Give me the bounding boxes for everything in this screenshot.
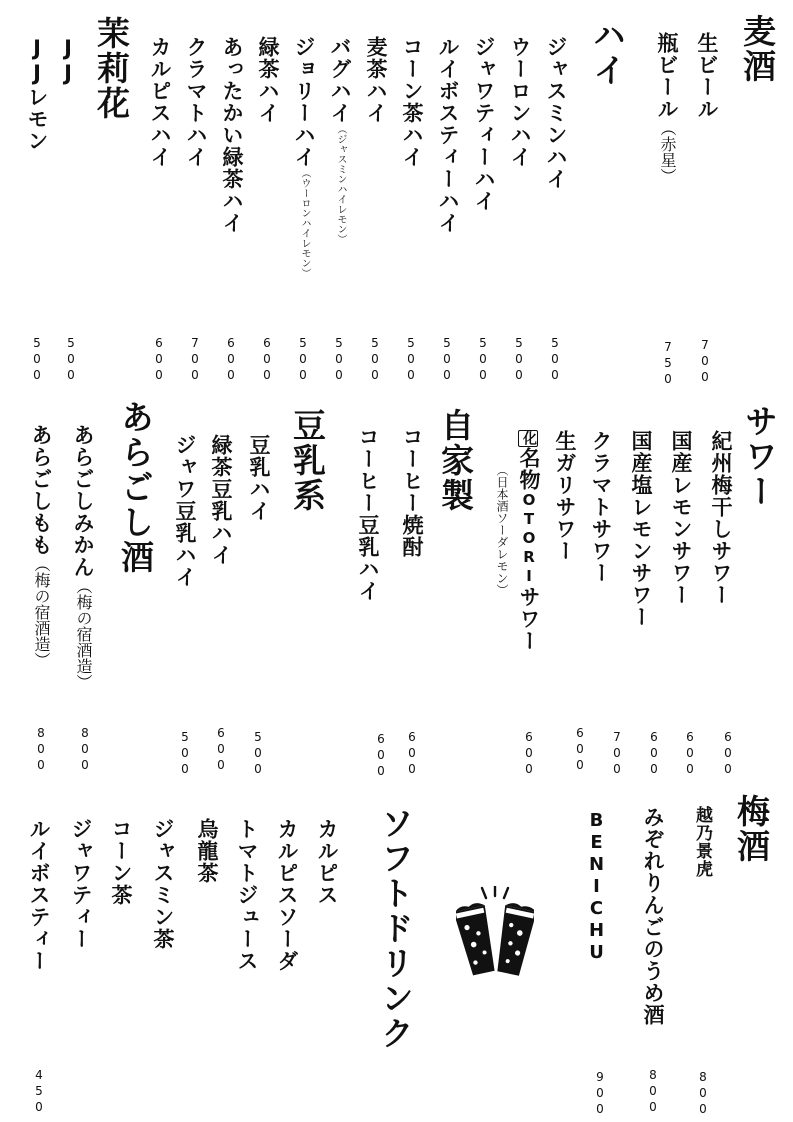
menu-item-price: 500 <box>404 336 418 384</box>
menu-item-name: クラマトサワー <box>589 430 614 584</box>
menu-item-name: コーン茶ハイ <box>400 36 425 168</box>
menu-item-price: 500 <box>368 336 382 384</box>
menu-item-name: ジャスミン茶 <box>151 818 176 950</box>
menu-item-name: ジャスミンハイ <box>544 36 569 190</box>
menu-item-name: ジャワティーハイ <box>472 36 497 212</box>
menu-item-note: （日本酒ソーダレモン） <box>495 464 509 596</box>
menu-item-price: 500 <box>30 336 44 384</box>
menu-item-price: 600 <box>721 730 735 778</box>
menu-item-name: コーヒー焼酎 <box>400 426 425 558</box>
menu-item-price: 800 <box>78 726 92 774</box>
menu-item-name: カルピスソーダ <box>275 818 300 972</box>
menu-item-name: 化名物OTORIサワー <box>517 431 542 652</box>
section-heading-homemade: 自家製 <box>436 408 475 513</box>
menu-item-name: ルイボスティー <box>27 818 52 972</box>
menu-item-price: 600 <box>522 730 536 778</box>
menu-item-name: 緑茶豆乳ハイ <box>209 434 234 566</box>
menu-item-name: 生ビール <box>695 32 720 120</box>
menu-item-price: 600 <box>573 726 587 774</box>
menu-item-name: 豆乳ハイ <box>247 434 272 522</box>
menu-item-price: 500 <box>178 730 192 778</box>
menu-item-name: ジョリーハイ（ウーロンハイレモン） <box>292 36 317 278</box>
menu-item-price: 500 <box>64 336 78 384</box>
section-heading-soy: 豆乳系 <box>288 408 327 513</box>
menu-item-name: 国産レモンサワー <box>669 430 694 606</box>
menu-item-price: 800 <box>34 726 48 774</box>
menu-item-price: 800 <box>646 1068 660 1116</box>
menu-item-price: 450 <box>32 1068 46 1116</box>
menu-item-name: 生ガリサワー <box>553 430 578 562</box>
menu-item-name: 緑茶ハイ <box>256 36 281 124</box>
section-heading-aragoshi: あらごし酒 <box>116 400 155 575</box>
section-heading-soft-drinks: ソフトドリンク <box>376 806 415 1051</box>
menu-item-name: みぞれりんごのうめ酒 <box>641 806 666 1026</box>
section-heading-highball: ハイ <box>588 18 627 88</box>
menu-item-price: 600 <box>152 336 166 384</box>
menu-item-price: 600 <box>224 336 238 384</box>
menu-item-price: 500 <box>332 336 346 384</box>
section-heading-beer: 麦酒 <box>738 14 777 84</box>
menu-item-name: あらごしもも（梅の宿酒造） <box>29 424 54 668</box>
menu-item-name: バグハイ（ジャスミンハイレモン） <box>328 36 353 244</box>
menu-item-name: ジャワティー <box>69 818 94 950</box>
menu-item-name: BENICHU <box>586 810 607 964</box>
menu-item-price: 700 <box>698 338 712 386</box>
menu-item-name: ウーロンハイ <box>508 36 533 168</box>
menu-item-name: クラマトハイ <box>184 36 209 168</box>
menu-item-price: 500 <box>440 336 454 384</box>
menu-item-name: あらごしみかん（梅の宿酒造） <box>71 424 96 690</box>
menu-item-name: 越乃景虎 <box>692 806 712 878</box>
menu-item-name: 国産塩レモンサワー <box>629 430 654 628</box>
menu-item-price: 600 <box>260 336 274 384</box>
menu-item-name: JJレモン <box>25 36 49 152</box>
menu-item-name: 瓶ビール（赤星） <box>655 32 680 184</box>
menu-item-price: 600 <box>405 730 419 778</box>
menu-item-name: 紀州梅干しサワー <box>709 430 734 606</box>
menu-item-name: JJ <box>56 36 80 86</box>
menu-item-price: 500 <box>251 730 265 778</box>
menu-item-price: 800 <box>696 1070 710 1118</box>
menu-item-price: 600 <box>647 730 661 778</box>
menu-item-name: コーヒー豆乳ハイ <box>356 426 381 602</box>
section-heading-jasmine: 茉莉花 <box>92 16 131 121</box>
menu-item-price: 500 <box>512 336 526 384</box>
menu-item-price: 750 <box>661 340 675 388</box>
menu-item-price: 900 <box>593 1070 607 1118</box>
menu-item-name: カルピス <box>315 818 340 906</box>
menu-item-price: 600 <box>683 730 697 778</box>
menu-item-name: あったかい緑茶ハイ <box>220 36 245 234</box>
menu-item-name: 烏龍茶 <box>195 818 220 884</box>
menu-item-name: ルイボスティーハイ <box>436 36 461 234</box>
section-heading-plum: 梅酒 <box>732 794 771 864</box>
menu-item-price: 500 <box>476 336 490 384</box>
menu-item-name: 麦茶ハイ <box>364 36 389 124</box>
menu-item-name: コーン茶 <box>109 818 134 906</box>
beer-cheers-icon <box>456 886 534 984</box>
menu-item-name: トマトジュース <box>235 818 260 972</box>
section-heading-sour: サワー <box>740 404 779 509</box>
menu-item-price: 600 <box>374 732 388 780</box>
menu-item-price: 500 <box>548 336 562 384</box>
menu-item-price: 500 <box>296 336 310 384</box>
menu-item-name: ジャワ豆乳ハイ <box>173 434 198 588</box>
bake-mark: 化 <box>518 430 538 447</box>
menu-item-price: 700 <box>610 730 624 778</box>
menu-item-name: カルピスハイ <box>148 36 173 168</box>
menu-item-price: 600 <box>214 726 228 774</box>
menu-item-price: 700 <box>188 336 202 384</box>
